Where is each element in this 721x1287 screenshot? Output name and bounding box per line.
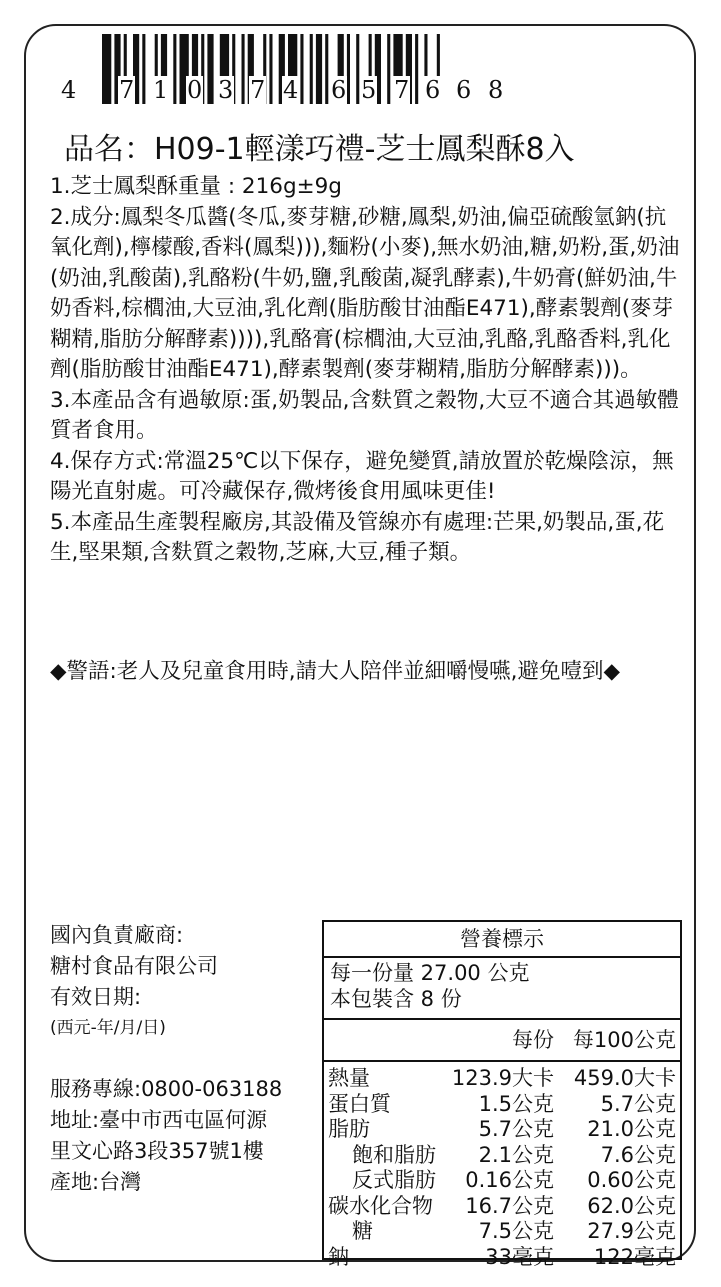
nutrient-per-100g: 0.60公克 bbox=[587, 1168, 676, 1192]
nutrient-name: 碳水化合物 bbox=[328, 1193, 433, 1218]
nutrient-per-100g: 7.6公克 bbox=[600, 1142, 676, 1167]
col-per-100g: 每100公克 bbox=[572, 1028, 676, 1052]
barcode-bar bbox=[300, 34, 303, 104]
nutrient-name: 鈉 bbox=[328, 1244, 349, 1269]
nutrient-name: 熱量 bbox=[328, 1066, 370, 1090]
nutrient-per-serving: 33毫克 bbox=[485, 1244, 554, 1269]
ingredients-line: 2.成分:鳳梨冬瓜醬(冬瓜,麥芽糖,砂糖,鳳梨,奶油,偏亞硫酸氫鈉(抗氧化劑),檸檬酸,香料(鳳梨))),麵粉(小麥),無水奶油,糖,奶粉,蛋,奶油(奶油,乳酸菌),乳酪粉(牛奶,鹽,乳酸菌,凝乳酵素),牛奶膏(鮮奶油,牛奶香料,棕櫚油,大豆油,乳化劑(脂肪酸甘油酯E471),酵素製劑(麥芽糊精,脂肪分解酵素)))),乳酪膏(棕櫚油,大豆油,乳酪,乳酪香料,乳化劑(脂肪酸甘油酯E471),酵素製劑(麥芽糊精,脂肪分解酵素)))。 bbox=[50, 204, 680, 382]
maker-label: 國內負責廠商: bbox=[50, 923, 184, 947]
nutrient-per-100g: 5.7公克 bbox=[600, 1091, 676, 1116]
nutrient-per-100g: 21.0公克 bbox=[587, 1117, 676, 1141]
company-info bbox=[50, 920, 322, 1198]
nutrient-name: 脂肪 bbox=[328, 1117, 370, 1141]
facility-line: 5.本產品生產製程廠房,其設備及管線亦有處理:芒果,奶製品,蛋,花生,堅果類,含麩質之穀物,芝麻,大豆,種子類。 bbox=[50, 509, 665, 565]
barcode-digit: 5 bbox=[361, 76, 377, 104]
barcode-bar bbox=[316, 34, 322, 104]
barcode-bar bbox=[325, 34, 328, 104]
nutrient-per-serving: 7.5公克 bbox=[478, 1219, 554, 1243]
nutrient-per-serving: 5.7公克 bbox=[478, 1117, 554, 1141]
nutrient-name: 飽和脂肪 bbox=[352, 1142, 436, 1167]
nutrition-row bbox=[324, 1143, 680, 1169]
barcode-bar bbox=[142, 34, 145, 104]
ingredients-block bbox=[50, 172, 682, 569]
barcode-bar bbox=[269, 34, 272, 104]
nutrient-per-100g: 459.0大卡 bbox=[573, 1066, 676, 1090]
barcode-bar bbox=[387, 34, 390, 104]
warning-text: ◆警語:老人及兒童食用時,請大人陪伴並細嚼慢嚥,避免噎到◆ bbox=[50, 659, 620, 684]
barcode-bar bbox=[347, 34, 350, 104]
storage-line: 4.保存方式:常溫25℃以下保存，避免變質,請放置於乾燥陰涼，無陽光直射處。可冷藏保存,微烤後食用風味更佳! bbox=[50, 448, 674, 504]
product-title: 品名：H09-1輕漾巧禮-芝士鳳梨酥8入 bbox=[64, 132, 575, 167]
nutrition-row bbox=[324, 1066, 680, 1092]
barcode-digit: 4 bbox=[283, 76, 299, 104]
weight-line: 1.芝士鳳梨酥重量 : 216g±9g bbox=[50, 174, 342, 199]
barcode-bar bbox=[102, 34, 111, 104]
nutrition-title: 營養標示 bbox=[324, 922, 680, 958]
nutrient-per-100g: 27.9公克 bbox=[587, 1219, 676, 1243]
nutrient-per-serving: 123.9大卡 bbox=[451, 1066, 554, 1090]
barcode-digit: 6 bbox=[456, 76, 472, 104]
barcode-digit: 1 bbox=[153, 76, 169, 104]
barcode-bar bbox=[173, 34, 176, 104]
nutrition-row bbox=[324, 1117, 680, 1143]
address-line-1: 地址:臺中市西屯區何源 bbox=[50, 1108, 268, 1132]
serving-info bbox=[324, 958, 680, 1020]
nutrient-name: 蛋白質 bbox=[328, 1091, 391, 1116]
expiry-label: 有效日期: bbox=[50, 985, 142, 1009]
barcode-digit: 0 bbox=[187, 76, 203, 104]
hotline: 服務專線:0800-063188 bbox=[50, 1077, 283, 1101]
barcode-bar bbox=[310, 34, 313, 104]
nutrition-row bbox=[324, 1245, 680, 1271]
maker-name: 糖村食品有限公司 bbox=[50, 954, 218, 978]
nutrition-table bbox=[322, 920, 682, 1269]
barcode-bar bbox=[415, 34, 418, 104]
barcode-digit: 4 bbox=[61, 76, 77, 104]
col-per-serving: 每份 bbox=[512, 1028, 554, 1052]
barcode-bar bbox=[207, 34, 213, 104]
barcode-digit: 7 bbox=[119, 76, 135, 104]
nutrient-name: 反式脂肪 bbox=[352, 1168, 436, 1192]
barcode-digit: 3 bbox=[218, 76, 234, 104]
nutrition-row bbox=[324, 1219, 680, 1245]
allergen-line: 3.本產品含有過敏原:蛋,奶製品,含麩質之穀物,大豆不適合其過敏體質者食用。 bbox=[50, 387, 679, 443]
nutrient-per-serving: 1.5公克 bbox=[478, 1091, 554, 1116]
nutrition-row bbox=[324, 1194, 680, 1220]
nutrition-column-headers bbox=[324, 1020, 680, 1062]
nutrition-row bbox=[324, 1092, 680, 1118]
barcode-digit: 7 bbox=[394, 76, 410, 104]
barcode-digit: 6 bbox=[425, 76, 441, 104]
expiry-format: (西元-年/月/日) bbox=[50, 1018, 166, 1038]
nutrition-row bbox=[324, 1168, 680, 1194]
barcode-digit: 6 bbox=[331, 76, 347, 104]
servings-per-pack: 本包裝含 8 份 bbox=[330, 987, 462, 1011]
barcode-digit: 8 bbox=[488, 76, 504, 104]
nutrient-name: 糖 bbox=[352, 1219, 373, 1243]
barcode-bar bbox=[242, 34, 245, 104]
serving-size: 每一份量 27.00 公克 bbox=[330, 961, 530, 985]
barcode-bar bbox=[356, 34, 359, 104]
origin: 產地:台灣 bbox=[50, 1170, 142, 1194]
barcode-digit: 7 bbox=[250, 76, 266, 104]
nutrient-per-serving: 0.16公克 bbox=[465, 1168, 554, 1192]
address-line-2: 里文心路3段357號1樓 bbox=[50, 1139, 264, 1163]
nutrient-per-100g: 62.0公克 bbox=[587, 1193, 676, 1218]
warning-block bbox=[50, 656, 682, 687]
nutrition-rows bbox=[324, 1062, 680, 1270]
nutrient-per-100g: 122毫克 bbox=[593, 1244, 676, 1269]
nutrient-per-serving: 16.7公克 bbox=[465, 1193, 554, 1218]
nutrient-per-serving: 2.1公克 bbox=[478, 1142, 554, 1167]
